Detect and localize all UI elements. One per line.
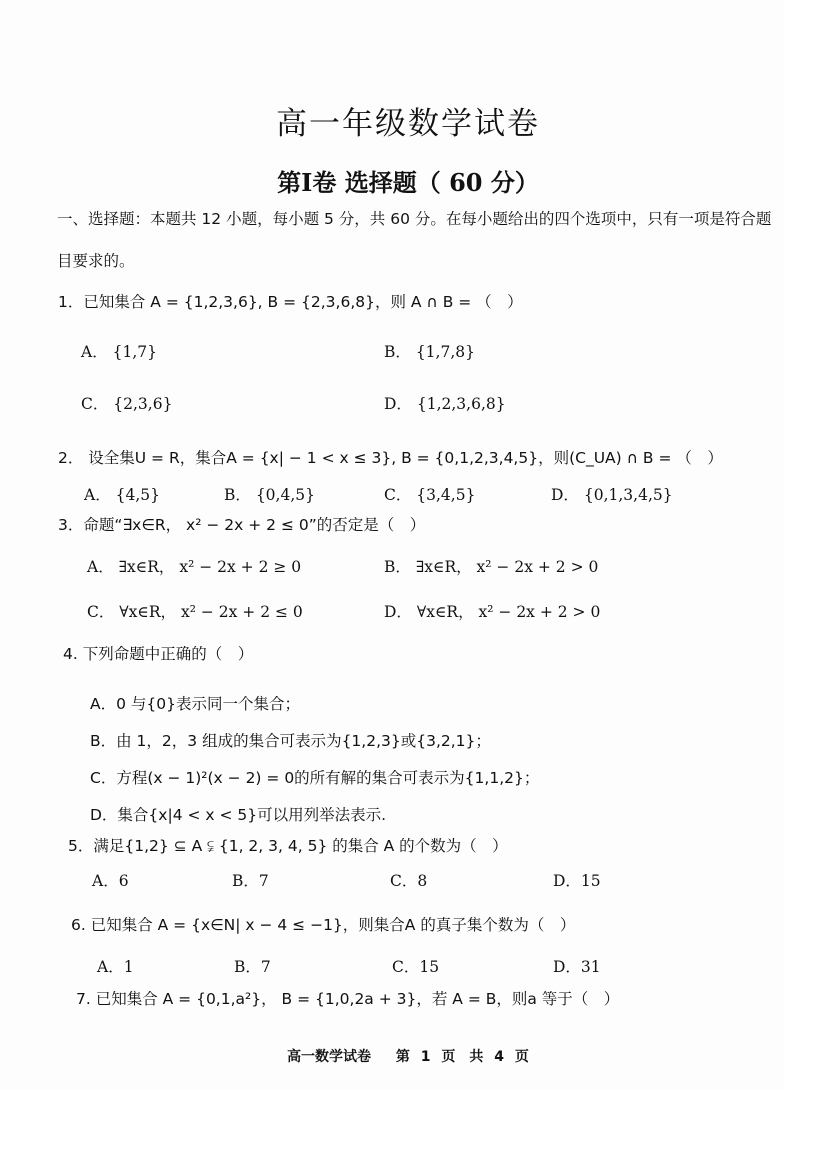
- page-title: 高一年级数学试卷: [276, 106, 540, 142]
- question-1-option-c: C． {2,3,6}: [81, 395, 173, 413]
- question-3-option-b: B． ∃x∈R， x² − 2x + 2 > 0: [384, 558, 599, 576]
- question-5-option-d: D．15: [553, 872, 601, 890]
- question-2-option-d: D． {0,1,3,4,5}: [551, 486, 673, 504]
- question-6-option-b: B．7: [234, 958, 271, 976]
- question-2-option-c: C． {3,4,5}: [384, 486, 476, 504]
- question-3-option-c: C． ∀x∈R， x² − 2x + 2 ≤ 0: [87, 603, 303, 621]
- question-6-stem: 6. 已知集合 A = {x∈N| x − 4 ≤ −1}，则集合A 的真子集个数为（ ）: [71, 916, 576, 934]
- question-4-option-c: C．方程(x − 1)²(x − 2) = 0的所有解的集合可表示为{1,1,2}；: [90, 769, 540, 787]
- question-3-stem: 3．命题“∃x∈R， x² − 2x + 2 ≤ 0”的否定是（ ）: [58, 516, 426, 534]
- section-title: 第I卷 选择题（ 60 分）: [277, 168, 539, 197]
- question-1-stem: 1．已知集合 A = {1,2,3,6}, B = {2,3,6,8}，则 A ∩ B = （ ）: [58, 293, 523, 311]
- question-2-option-a: A． {4,5}: [84, 486, 160, 504]
- question-1-option-a: A． {1,7}: [81, 343, 157, 361]
- question-5-option-b: B．7: [232, 872, 269, 890]
- question-4-stem: 4. 下列命题中正确的（ ）: [63, 645, 254, 663]
- question-6-option-d: D．31: [553, 958, 601, 976]
- question-7-stem: 7. 已知集合 A = {0,1,a²}， B = {1,0,2a + 3}，若 A = B，则a 等于（ ）: [76, 990, 620, 1008]
- question-3-option-d: D． ∀x∈R， x² − 2x + 2 > 0: [384, 603, 601, 621]
- page-footer: 高一数学试卷 第 1 页 共 4 页: [287, 1049, 529, 1065]
- question-4-option-d: D．集合{x|4 < x < 5}可以用列举法表示.: [90, 806, 387, 824]
- question-5-option-a: A．6: [92, 872, 129, 890]
- instructions-line-1: 一、选择题：本题共 12 小题，每小题 5 分，共 60 分。在每小题给出的四个选项中，只有一项是符合题: [57, 210, 772, 228]
- question-2-stem: 2． 设全集U = R，集合A = {x| − 1 < x ≤ 3}, B = {0,1,2,3,4,5}，则(C_UA) ∩ B = （ ）: [58, 449, 723, 467]
- question-5-option-c: C．8: [390, 872, 428, 890]
- question-1-option-d: D． {1,2,3,6,8}: [384, 395, 506, 413]
- question-6-option-c: C．15: [392, 958, 440, 976]
- question-2-option-b: B． {0,4,5}: [224, 486, 315, 504]
- question-3-option-a: A． ∃x∈R， x² − 2x + 2 ≥ 0: [87, 558, 302, 576]
- question-1-option-b: B． {1,7,8}: [384, 343, 475, 361]
- question-4-option-b: B．由 1，2，3 组成的集合可表示为{1,2,3}或{3,2,1}；: [90, 732, 491, 750]
- question-5-stem: 5．满足{1,2} ⊆ A ⫋ {1, 2, 3, 4, 5} 的集合 A 的个数为（ ）: [68, 837, 508, 855]
- question-4-option-a: A．0 与{0}表示同一个集合；: [90, 695, 300, 713]
- question-6-option-a: A．1: [97, 958, 134, 976]
- instructions-line-2: 目要求的。: [57, 252, 135, 270]
